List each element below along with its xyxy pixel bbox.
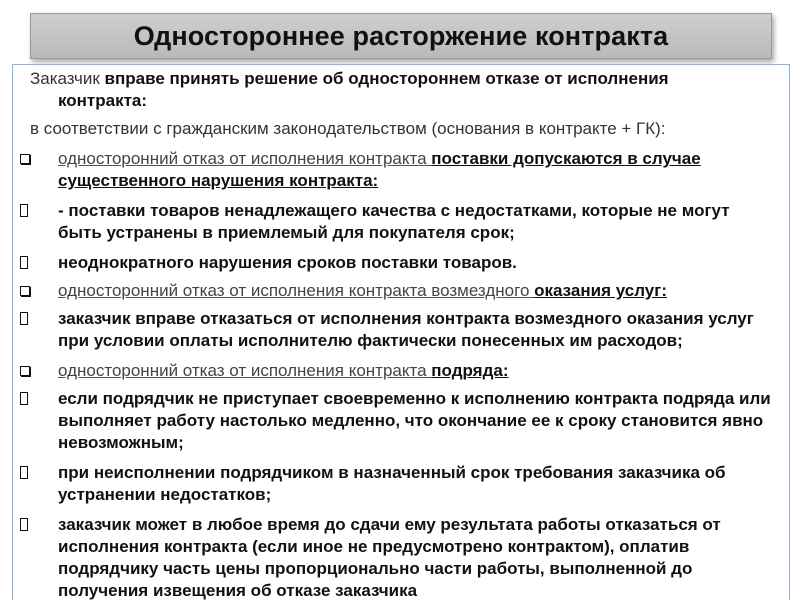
intro-paragraph xyxy=(0,68,800,112)
item-lead: односторонний отказ от исполнения контракта xyxy=(58,149,432,168)
bullet-glyph-icon xyxy=(20,388,40,411)
item-emphasis: оказания услуг: xyxy=(534,281,667,300)
list-item xyxy=(0,388,800,454)
list-item xyxy=(0,308,800,352)
bullet-glyph-icon xyxy=(20,462,40,485)
list-item xyxy=(0,514,800,600)
bullet-glyph-icon xyxy=(20,200,40,223)
item-text: неоднократного нарушения сроков поставки товаров. xyxy=(58,253,517,272)
list-item xyxy=(0,200,800,244)
item-lead: односторонний отказ от исполнения контракта xyxy=(58,361,432,380)
intro-bold-1: вправе принять решение об одностороннем отказе от исполнения xyxy=(104,69,669,88)
item-emphasis: поставки допускаются в случае существенного нарушения контракта: xyxy=(58,149,701,190)
checkbox-bullet-icon xyxy=(20,148,40,170)
title-banner xyxy=(30,13,772,59)
bullet-glyph-icon xyxy=(20,252,40,275)
item-emphasis: подряда: xyxy=(431,361,509,380)
item-lead: односторонний отказ от исполнения контракта возмездного xyxy=(58,281,535,300)
list-item xyxy=(0,280,800,302)
bullet-glyph-icon xyxy=(20,308,40,331)
intro-lead: Заказчик xyxy=(30,69,105,88)
list-item xyxy=(0,462,800,506)
content-text xyxy=(0,68,800,600)
list-item xyxy=(0,360,800,382)
intro-bold-2: контракта: xyxy=(58,91,148,110)
item-text: заказчик вправе отказаться от исполнения контракта возмездного оказания услуг при условии оплаты исполнителю фактически понесенных им расходов; xyxy=(58,309,754,350)
list-item xyxy=(0,148,800,192)
intro-basis: в соответствии с гражданским законодательством (основания в контракте + ГК): xyxy=(30,119,666,138)
item-text: заказчик может в любое время до сдачи ему результата работы отказаться от исполнения контракта (если иное не предусмотрено контрактом), оплатив подрядчику часть цены пропорционально части работы, выполненной до получения извещения об отказе заказчика xyxy=(58,515,721,600)
list-item xyxy=(0,252,800,274)
bullet-glyph-icon xyxy=(20,514,40,537)
item-text: - поставки товаров ненадлежащего качества с недостатками, которые не могут быть устранены в приемлемый для покупателя срок; xyxy=(58,201,730,242)
item-text: при неисполнении подрядчиком в назначенный срок требования заказчика об устранении недостатков; xyxy=(58,463,726,504)
item-text: если подрядчик не приступает своевременно к исполнению контракта подряда или выполняет работу настолько медленно, что окончание ее к сроку становится явно невозможным; xyxy=(58,389,771,452)
checkbox-bullet-icon xyxy=(20,280,40,302)
slide-title: Одностороннее расторжение контракта xyxy=(133,20,669,51)
checkbox-bullet-icon xyxy=(20,360,40,382)
